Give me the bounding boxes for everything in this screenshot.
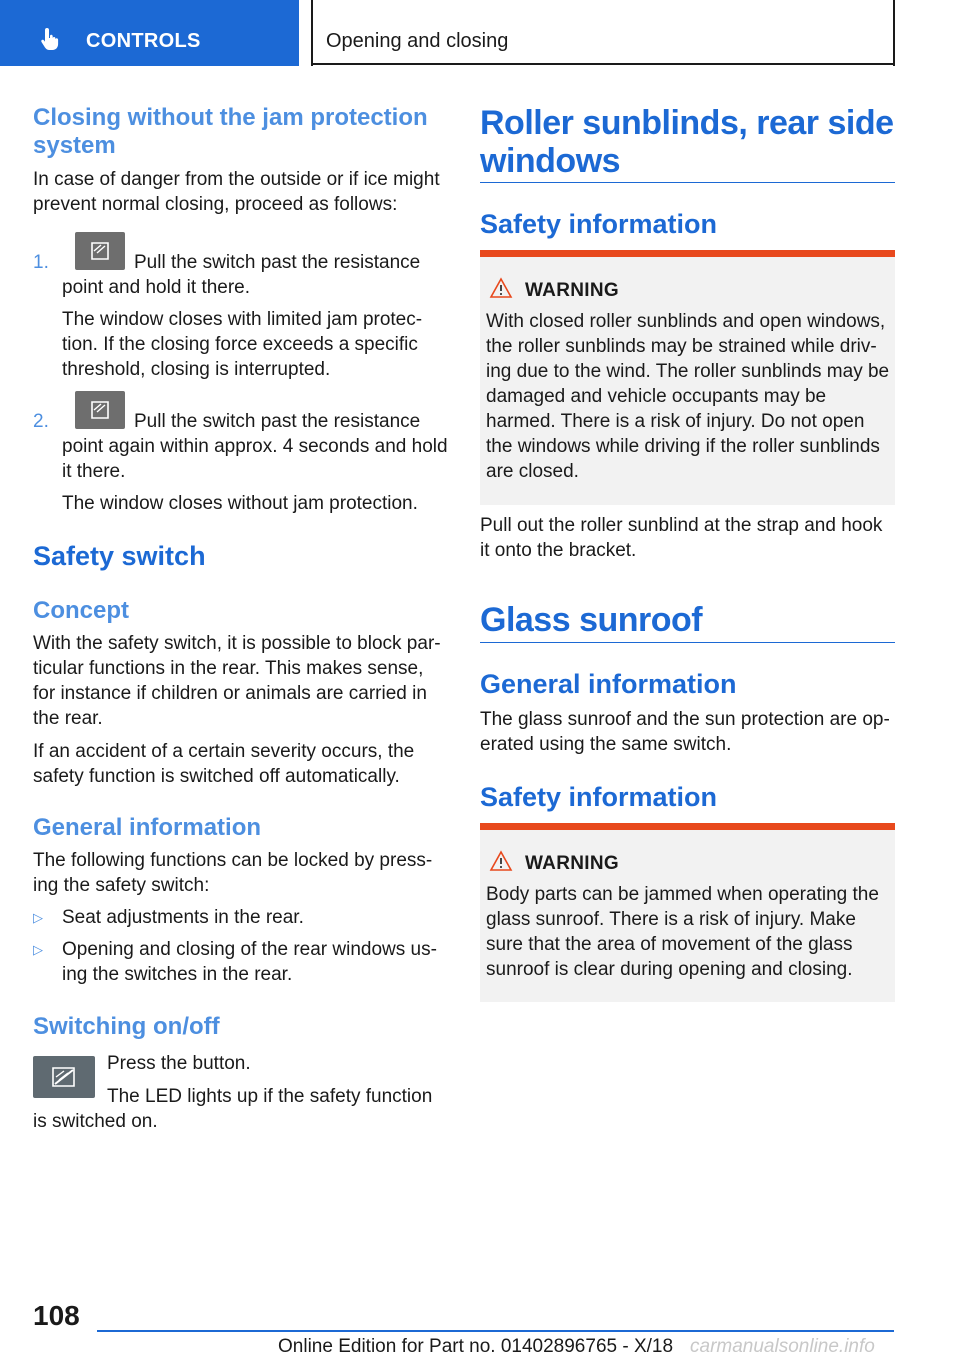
page-number: 108 (33, 1300, 80, 1331)
sunroof-general-text: The glass sunroof and the sun protection are operated using the same switch. (480, 709, 890, 755)
warning-bar (480, 823, 895, 830)
sunroof-heading: Glass sunroof (480, 601, 703, 639)
warning-text: Body parts can be jammed when operating the glass sunroof. There is a risk of injury. Make sure that the area of movement of the glass sunroof is clear during opening and closing. (486, 884, 879, 980)
switching-heading: Switching on/off (33, 1013, 220, 1040)
concept-paragraph: If an accident of a certain severity occurs, the safety function is switched off automatically. (33, 741, 415, 787)
section-tab[interactable] (0, 0, 299, 66)
sunroof-safety-heading: Safety information (480, 782, 718, 812)
closing-heading: Closing without the jam protection system (33, 104, 428, 159)
warning-bar (480, 250, 895, 257)
section-label: CONTROLS (86, 30, 201, 52)
warning-title: WARNING (525, 853, 619, 874)
general-heading: General information (33, 814, 262, 841)
warning-box (480, 823, 895, 1002)
safety-switch-heading: Safety switch (33, 541, 206, 571)
roller-safety-heading: Safety information (480, 209, 718, 239)
roller-heading: Roller sunblinds, rear side windows (480, 104, 894, 180)
concept-paragraph: With the safety switch, it is possible to block particular functions in the rear. This makes sense, for instance if children or animals are carried in the rear. (33, 633, 441, 729)
step-text: Pull the switch past the resistance point again within approx. 4 seconds and hold it there. (62, 411, 448, 482)
header-divider-right (893, 0, 895, 66)
watermark: carmanualsonline.info (690, 1336, 875, 1357)
list-item: Seat adjustments in the rear. (62, 907, 304, 928)
sunroof-general-heading: General information (480, 669, 737, 699)
warning-icon (489, 850, 513, 872)
closing-intro: In case of danger from the outside or if ice might prevent normal closing, proceed as follows: (33, 169, 440, 215)
concept-heading: Concept (33, 597, 129, 624)
heading-rule (480, 642, 895, 643)
step-result: The window closes without jam protection. (62, 493, 418, 514)
header-underline (311, 63, 895, 65)
edition-text: Online Edition for Part no. 01402896765 - X/18 (278, 1336, 674, 1357)
warning-box (480, 250, 895, 505)
bullet-triangle-icon: ▷ (33, 910, 43, 925)
step-number: 2. (33, 411, 49, 432)
hand-pointer-icon (38, 26, 64, 52)
warning-title: WARNING (525, 280, 619, 301)
step-result: The window closes with limited jam protection. If the closing force exceeds a specific threshold, closing is interrupted. (62, 309, 423, 380)
step-number: 1. (33, 252, 49, 273)
list-item: Opening and closing of the rear windows using the switches in the rear. (62, 939, 437, 985)
general-intro: The following functions can be locked by pressing the safety switch: (33, 850, 433, 896)
step-text: Pull the switch past the resistance point and hold it there. (62, 252, 421, 298)
footer-rule (97, 1330, 894, 1332)
bullet-triangle-icon: ▷ (33, 942, 43, 957)
header-divider (311, 0, 313, 66)
warning-text: With closed roller sunblinds and open windows, the roller sunblinds may be strained while driving due to the wind. The roller sunblinds may be damaged and vehicle occupants may be harmed. There is a risk of injury. Do not open the windows while driving if the roller sunblinds are closed. (486, 311, 890, 482)
switching-line1: Press the button. (107, 1053, 251, 1074)
switching-line2: The LED lights up if the safety function is switched on. (33, 1086, 433, 1132)
warning-icon (489, 277, 513, 299)
roller-text: Pull out the roller sunblind at the strap and hook it onto the bracket. (480, 515, 883, 561)
chapter-title: Opening and closing (326, 30, 509, 52)
heading-rule (480, 182, 895, 183)
